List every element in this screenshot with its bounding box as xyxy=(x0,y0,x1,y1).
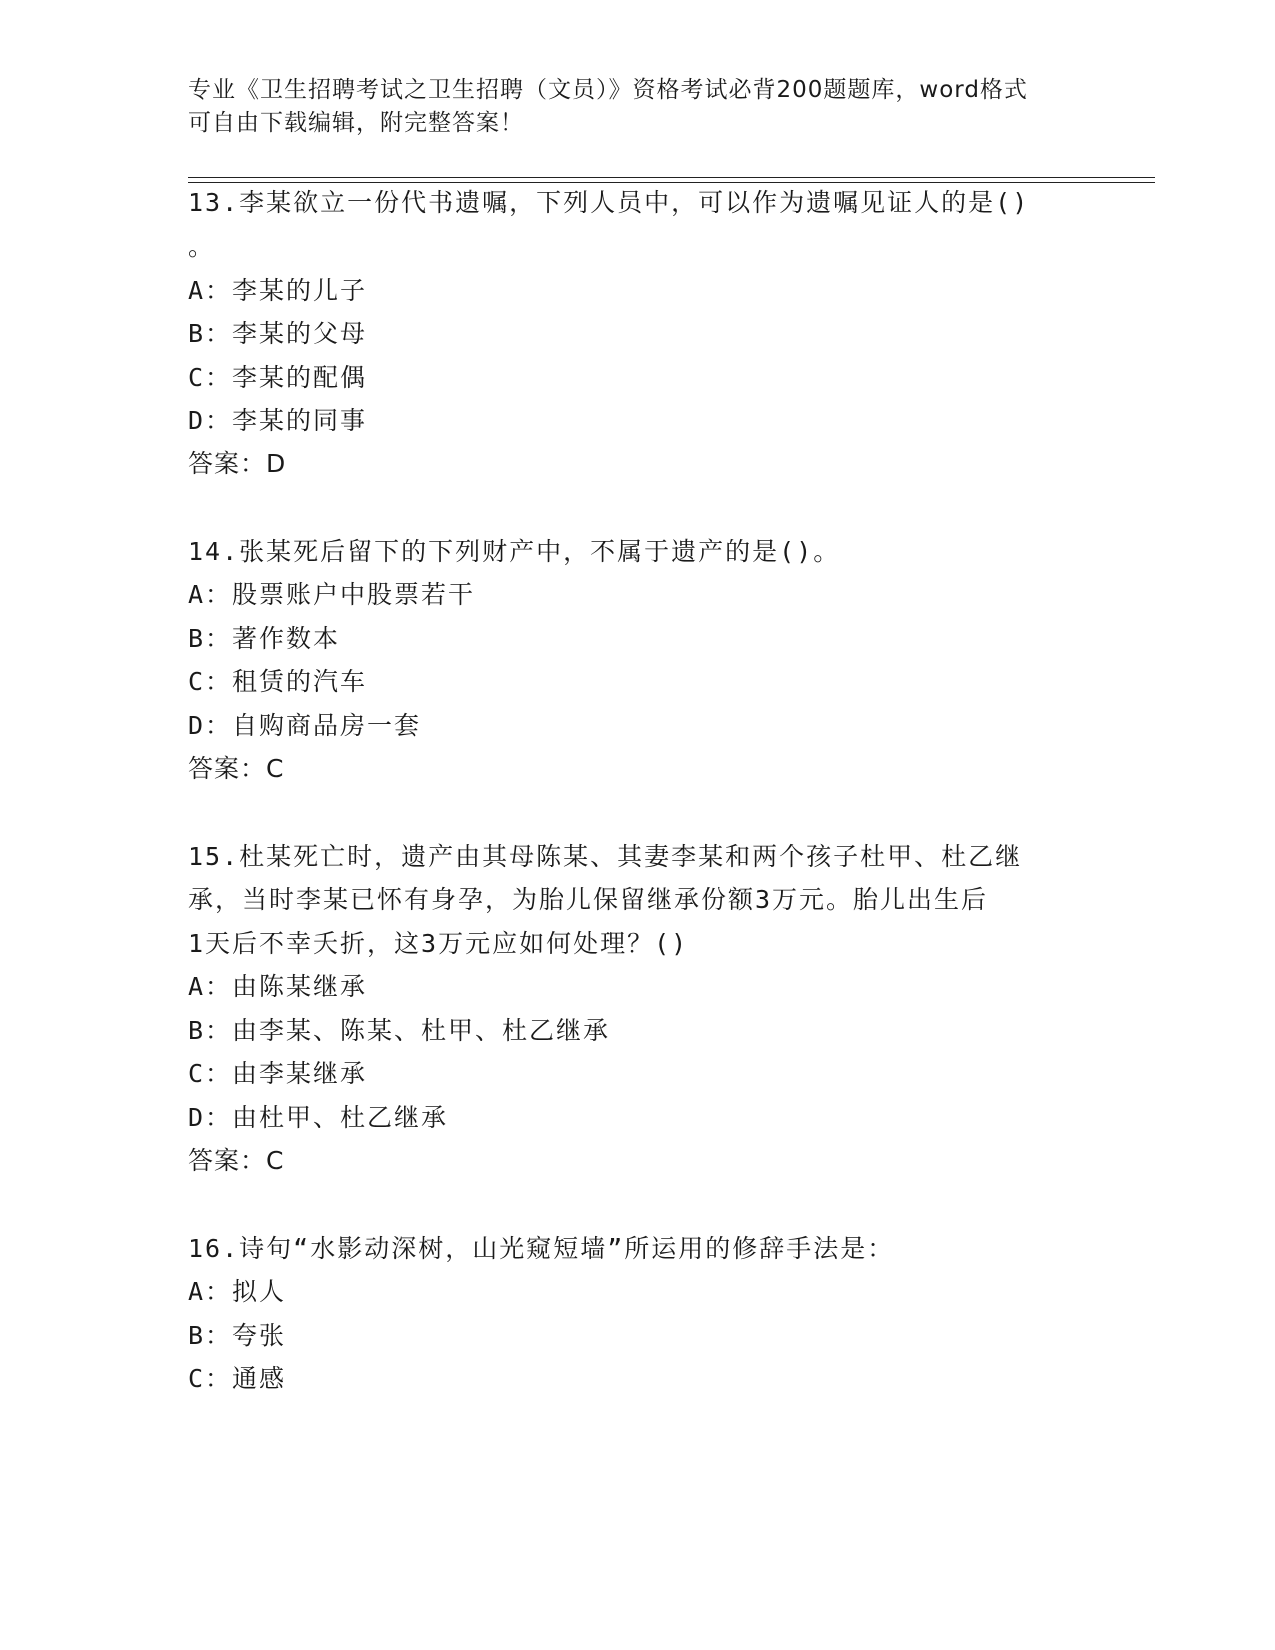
option-b: B：李某的父母 xyxy=(188,319,368,348)
option-d: D：李某的同事 xyxy=(188,406,368,435)
option-b: B：夸张 xyxy=(188,1321,287,1350)
header-rule-top xyxy=(188,177,1155,178)
answer: 答案：C xyxy=(188,1146,285,1175)
option-b: B：由李某、陈某、杜甲、杜乙继承 xyxy=(188,1016,611,1045)
question-stem-line: 16.诗句“水影动深树，山光窥短墙”所运用的修辞手法是： xyxy=(188,1234,895,1263)
option-c: C：通感 xyxy=(188,1364,287,1393)
question-stem-line: 。 xyxy=(188,232,216,261)
option-c: C：由李某继承 xyxy=(188,1059,368,1088)
question-stem-line: 14.张某死后留下的下列财产中，不属于遗产的是()。 xyxy=(188,537,841,566)
option-a: A：李某的儿子 xyxy=(188,276,368,305)
header-line-2: 可自由下载编辑，附完整答案！ xyxy=(188,110,524,136)
option-b: B：著作数本 xyxy=(188,624,341,653)
question-stem-line: 1天后不幸夭折，这3万元应如何处理？() xyxy=(188,929,689,958)
option-c: C：李某的配偶 xyxy=(188,363,368,392)
option-d: D：由杜甲、杜乙继承 xyxy=(188,1103,449,1132)
header-line-1: 专业《卫生招聘考试之卫生招聘（文员）》资格考试必背200题题库，word格式 xyxy=(188,77,1028,103)
answer: 答案：D xyxy=(188,449,287,478)
question-stem-line: 13.李某欲立一份代书遗嘱，下列人员中，可以作为遗嘱见证人的是() xyxy=(188,188,1030,217)
option-a: A：股票账户中股票若干 xyxy=(188,580,476,609)
question-stem-line: 承，当时李某已怀有身孕，为胎儿保留继承份额3万元。胎儿出生后 xyxy=(188,885,989,914)
option-c: C：租赁的汽车 xyxy=(188,667,368,696)
document-header xyxy=(188,74,1088,140)
answer: 答案：C xyxy=(188,754,285,783)
option-a: A：由陈某继承 xyxy=(188,972,368,1001)
question-stem-line: 15.杜某死亡时，遗产由其母陈某、其妻李某和两个孩子杜甲、杜乙继 xyxy=(188,842,1023,871)
option-d: D：自购商品房一套 xyxy=(188,711,422,740)
option-a: A：拟人 xyxy=(188,1277,287,1306)
